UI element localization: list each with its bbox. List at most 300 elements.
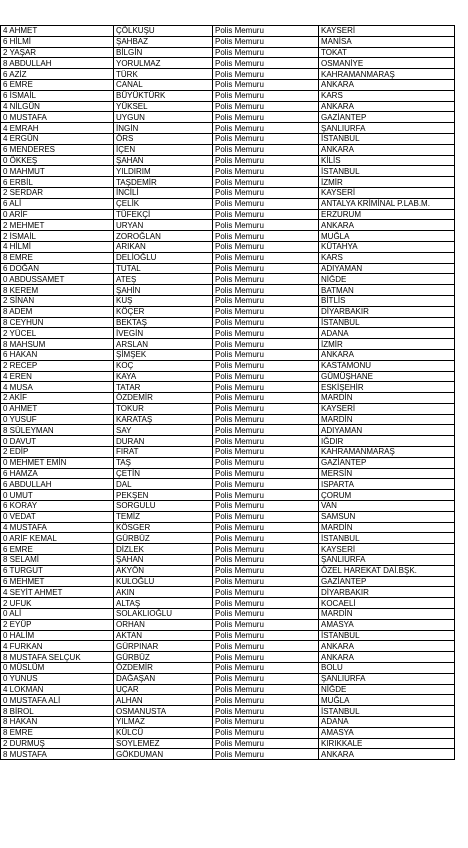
last-name-cell: KÜLCÜ xyxy=(114,727,213,738)
last-name-cell: BEKTAŞ xyxy=(114,317,213,328)
table-row xyxy=(1,220,455,231)
location-cell: İSTANBUL xyxy=(319,166,455,177)
title-cell: Polis Memuru xyxy=(213,26,319,37)
table-row xyxy=(1,306,455,317)
table-row xyxy=(1,706,455,717)
last-name-cell: KAYA xyxy=(114,371,213,382)
last-name-cell: SOLAKLIOĞLU xyxy=(114,609,213,620)
location-cell: KÜTAHYA xyxy=(319,241,455,252)
first-name-cell: 2 EYÜP xyxy=(1,619,114,630)
title-cell: Polis Memuru xyxy=(213,177,319,188)
location-cell: ANKARA xyxy=(319,641,455,652)
title-cell: Polis Memuru xyxy=(213,436,319,447)
table-row xyxy=(1,663,455,674)
last-name-cell: GÜRBÜZ xyxy=(114,533,213,544)
last-name-cell: BÜYÜKTÜRK xyxy=(114,90,213,101)
first-name-cell: 0 HALİM xyxy=(1,630,114,641)
last-name-cell: GÜRPINAR xyxy=(114,641,213,652)
last-name-cell: SORGULU xyxy=(114,501,213,512)
last-name-cell: BİLGİN xyxy=(114,47,213,58)
first-name-cell: 8 SÜLEYMAN xyxy=(1,425,114,436)
personnel-table-body xyxy=(1,26,455,760)
location-cell: ÇORUM xyxy=(319,490,455,501)
last-name-cell: ARSLAN xyxy=(114,339,213,350)
location-cell: MARDİN xyxy=(319,393,455,404)
table-row xyxy=(1,339,455,350)
first-name-cell: 8 MUSTAFA SELÇUK xyxy=(1,652,114,663)
first-name-cell: 6 ALİ xyxy=(1,198,114,209)
first-name-cell: 0 ARİF xyxy=(1,209,114,220)
first-name-cell: 2 YAŞAR xyxy=(1,47,114,58)
location-cell: İSTANBUL xyxy=(319,630,455,641)
table-row xyxy=(1,47,455,58)
first-name-cell: 4 EMRAH xyxy=(1,123,114,134)
table-row xyxy=(1,695,455,706)
last-name-cell: KOÇ xyxy=(114,360,213,371)
location-cell: İSTANBUL xyxy=(319,133,455,144)
first-name-cell: 0 MUSTAFA xyxy=(1,112,114,123)
title-cell: Polis Memuru xyxy=(213,263,319,274)
last-name-cell: TEMİZ xyxy=(114,511,213,522)
first-name-cell: 8 MUSTAFA xyxy=(1,749,114,760)
title-cell: Polis Memuru xyxy=(213,198,319,209)
table-row xyxy=(1,544,455,555)
title-cell: Polis Memuru xyxy=(213,295,319,306)
first-name-cell: 6 ABDULLAH xyxy=(1,479,114,490)
last-name-cell: İVEGİN xyxy=(114,328,213,339)
first-name-cell: 4 MUSTAFA xyxy=(1,522,114,533)
last-name-cell: DAĞAŞAN xyxy=(114,673,213,684)
last-name-cell: TUTAL xyxy=(114,263,213,274)
title-cell: Polis Memuru xyxy=(213,144,319,155)
title-cell: Polis Memuru xyxy=(213,112,319,123)
location-cell: ANKARA xyxy=(319,349,455,360)
last-name-cell: ÇÖLKUŞU xyxy=(114,26,213,37)
location-cell: ŞANLIURFA xyxy=(319,555,455,566)
location-cell: MUĞLA xyxy=(319,695,455,706)
title-cell: Polis Memuru xyxy=(213,522,319,533)
table-row xyxy=(1,166,455,177)
location-cell: TOKAT xyxy=(319,47,455,58)
last-name-cell: ARIKAN xyxy=(114,241,213,252)
last-name-cell: DELİOĞLU xyxy=(114,252,213,263)
last-name-cell: ŞAHİN xyxy=(114,285,213,296)
first-name-cell: 4 EREN xyxy=(1,371,114,382)
first-name-cell: 0 UMUT xyxy=(1,490,114,501)
location-cell: ANTALYA KRİMİNAL P.LAB.M. xyxy=(319,198,455,209)
location-cell: ADIYAMAN xyxy=(319,263,455,274)
table-row xyxy=(1,252,455,263)
first-name-cell: 2 EDİP xyxy=(1,447,114,458)
location-cell: MARDİN xyxy=(319,414,455,425)
location-cell: ANKARA xyxy=(319,101,455,112)
first-name-cell: 4 HİLMİ xyxy=(1,241,114,252)
location-cell: ADANA xyxy=(319,717,455,728)
location-cell: ANKARA xyxy=(319,652,455,663)
table-row xyxy=(1,393,455,404)
title-cell: Polis Memuru xyxy=(213,101,319,112)
title-cell: Polis Memuru xyxy=(213,58,319,69)
location-cell: ISPARTA xyxy=(319,479,455,490)
last-name-cell: DURAN xyxy=(114,436,213,447)
last-name-cell: SAY xyxy=(114,425,213,436)
title-cell: Polis Memuru xyxy=(213,695,319,706)
table-row xyxy=(1,490,455,501)
first-name-cell: 0 ABDUSSAMET xyxy=(1,274,114,285)
last-name-cell: TÜRK xyxy=(114,69,213,80)
title-cell: Polis Memuru xyxy=(213,360,319,371)
first-name-cell: 6 İSMAİL xyxy=(1,90,114,101)
last-name-cell: UYGUN xyxy=(114,112,213,123)
first-name-cell: 4 MUSA xyxy=(1,382,114,393)
title-cell: Polis Memuru xyxy=(213,630,319,641)
location-cell: AMASYA xyxy=(319,727,455,738)
title-cell: Polis Memuru xyxy=(213,166,319,177)
last-name-cell: TATAR xyxy=(114,382,213,393)
last-name-cell: GÜRBÜZ xyxy=(114,652,213,663)
table-row xyxy=(1,425,455,436)
last-name-cell: TAŞ xyxy=(114,457,213,468)
first-name-cell: 2 MEHMET xyxy=(1,220,114,231)
first-name-cell: 2 RECEP xyxy=(1,360,114,371)
first-name-cell: 0 ÖKKEŞ xyxy=(1,155,114,166)
title-cell: Polis Memuru xyxy=(213,403,319,414)
table-row xyxy=(1,447,455,458)
last-name-cell: DAL xyxy=(114,479,213,490)
first-name-cell: 0 ARİF KEMAL xyxy=(1,533,114,544)
last-name-cell: KULOĞLU xyxy=(114,576,213,587)
table-row xyxy=(1,403,455,414)
table-row xyxy=(1,328,455,339)
last-name-cell: YÜKSEL xyxy=(114,101,213,112)
title-cell: Polis Memuru xyxy=(213,555,319,566)
first-name-cell: 6 EMRE xyxy=(1,79,114,90)
first-name-cell: 0 ALİ xyxy=(1,609,114,620)
first-name-cell: 2 AKİF xyxy=(1,393,114,404)
first-name-cell: 2 DURMUŞ xyxy=(1,738,114,749)
first-name-cell: 4 NİLGÜN xyxy=(1,101,114,112)
title-cell: Polis Memuru xyxy=(213,317,319,328)
table-row xyxy=(1,684,455,695)
location-cell: GAZİANTEP xyxy=(319,457,455,468)
first-name-cell: 0 VEDAT xyxy=(1,511,114,522)
first-name-cell: 4 ERGÜN xyxy=(1,133,114,144)
location-cell: ŞANLIURFA xyxy=(319,123,455,134)
title-cell: Polis Memuru xyxy=(213,565,319,576)
first-name-cell: 8 CEYHUN xyxy=(1,317,114,328)
last-name-cell: İÇEN xyxy=(114,144,213,155)
first-name-cell: 8 KEREM xyxy=(1,285,114,296)
location-cell: KOCAELİ xyxy=(319,598,455,609)
last-name-cell: ZOROĞLAN xyxy=(114,231,213,242)
location-cell: KAYSERİ xyxy=(319,544,455,555)
table-row xyxy=(1,58,455,69)
first-name-cell: 2 YÜCEL xyxy=(1,328,114,339)
first-name-cell: 6 KORAY xyxy=(1,501,114,512)
title-cell: Polis Memuru xyxy=(213,393,319,404)
title-cell: Polis Memuru xyxy=(213,187,319,198)
last-name-cell: TAŞDEMİR xyxy=(114,177,213,188)
table-row xyxy=(1,187,455,198)
title-cell: Polis Memuru xyxy=(213,673,319,684)
table-row xyxy=(1,468,455,479)
title-cell: Polis Memuru xyxy=(213,544,319,555)
last-name-cell: İNCİLİ xyxy=(114,187,213,198)
title-cell: Polis Memuru xyxy=(213,457,319,468)
location-cell: KARS xyxy=(319,252,455,263)
location-cell: MERSİN xyxy=(319,468,455,479)
title-cell: Polis Memuru xyxy=(213,252,319,263)
location-cell: MARDİN xyxy=(319,522,455,533)
first-name-cell: 0 MAHMUT xyxy=(1,166,114,177)
last-name-cell: OSMANUSTA xyxy=(114,706,213,717)
title-cell: Polis Memuru xyxy=(213,349,319,360)
title-cell: Polis Memuru xyxy=(213,209,319,220)
first-name-cell: 0 DAVUT xyxy=(1,436,114,447)
last-name-cell: ÖZDEMİR xyxy=(114,663,213,674)
location-cell: NİĞDE xyxy=(319,274,455,285)
title-cell: Polis Memuru xyxy=(213,490,319,501)
last-name-cell: KARATAŞ xyxy=(114,414,213,425)
last-name-cell: AKTAN xyxy=(114,630,213,641)
title-cell: Polis Memuru xyxy=(213,641,319,652)
first-name-cell: 8 ABDULLAH xyxy=(1,58,114,69)
first-name-cell: 6 HAKAN xyxy=(1,349,114,360)
last-name-cell: İNGİN xyxy=(114,123,213,134)
last-name-cell: PEKŞEN xyxy=(114,490,213,501)
location-cell: ESKİŞEHİR xyxy=(319,382,455,393)
first-name-cell: 8 BİROL xyxy=(1,706,114,717)
table-row xyxy=(1,565,455,576)
location-cell: KARS xyxy=(319,90,455,101)
table-row xyxy=(1,717,455,728)
last-name-cell: UÇAR xyxy=(114,684,213,695)
title-cell: Polis Memuru xyxy=(213,328,319,339)
table-row xyxy=(1,738,455,749)
table-row xyxy=(1,198,455,209)
table-row xyxy=(1,295,455,306)
last-name-cell: SOYLEMEZ xyxy=(114,738,213,749)
location-cell: ERZURUM xyxy=(319,209,455,220)
table-row xyxy=(1,749,455,760)
first-name-cell: 8 HAKAN xyxy=(1,717,114,728)
title-cell: Polis Memuru xyxy=(213,501,319,512)
first-name-cell: 6 HİLMİ xyxy=(1,36,114,47)
table-row xyxy=(1,641,455,652)
first-name-cell: 0 YUSUF xyxy=(1,414,114,425)
table-row xyxy=(1,133,455,144)
title-cell: Polis Memuru xyxy=(213,382,319,393)
table-row xyxy=(1,285,455,296)
table-row xyxy=(1,652,455,663)
title-cell: Polis Memuru xyxy=(213,576,319,587)
last-name-cell: KÖÇER xyxy=(114,306,213,317)
personnel-table xyxy=(0,25,455,760)
location-cell: IĞDIR xyxy=(319,436,455,447)
first-name-cell: 4 LOKMAN xyxy=(1,684,114,695)
table-row xyxy=(1,533,455,544)
location-cell: VAN xyxy=(319,501,455,512)
table-row xyxy=(1,349,455,360)
table-row xyxy=(1,673,455,684)
location-cell: ŞANLIURFA xyxy=(319,673,455,684)
title-cell: Polis Memuru xyxy=(213,706,319,717)
location-cell: ANKARA xyxy=(319,749,455,760)
last-name-cell: ÇELİK xyxy=(114,198,213,209)
first-name-cell: 6 ERBİL xyxy=(1,177,114,188)
location-cell: BİTLİS xyxy=(319,295,455,306)
last-name-cell: FIRAT xyxy=(114,447,213,458)
first-name-cell: 8 EMRE xyxy=(1,252,114,263)
title-cell: Polis Memuru xyxy=(213,652,319,663)
title-cell: Polis Memuru xyxy=(213,123,319,134)
table-row xyxy=(1,436,455,447)
location-cell: MANİSA xyxy=(319,36,455,47)
table-row xyxy=(1,274,455,285)
title-cell: Polis Memuru xyxy=(213,241,319,252)
table-row xyxy=(1,598,455,609)
last-name-cell: TOKUR xyxy=(114,403,213,414)
title-cell: Polis Memuru xyxy=(213,738,319,749)
title-cell: Polis Memuru xyxy=(213,598,319,609)
table-row xyxy=(1,317,455,328)
last-name-cell: KÖSGER xyxy=(114,522,213,533)
first-name-cell: 6 AZİZ xyxy=(1,69,114,80)
location-cell: ADANA xyxy=(319,328,455,339)
first-name-cell: 2 İSMAİL xyxy=(1,231,114,242)
last-name-cell: YORULMAZ xyxy=(114,58,213,69)
location-cell: ANKARA xyxy=(319,144,455,155)
location-cell: ADIYAMAN xyxy=(319,425,455,436)
location-cell: SAMSUN xyxy=(319,511,455,522)
table-row xyxy=(1,727,455,738)
location-cell: GÜMÜŞHANE xyxy=(319,371,455,382)
location-cell: ANKARA xyxy=(319,220,455,231)
last-name-cell: GÖKDUMAN xyxy=(114,749,213,760)
title-cell: Polis Memuru xyxy=(213,274,319,285)
table-row xyxy=(1,231,455,242)
title-cell: Polis Memuru xyxy=(213,511,319,522)
table-row xyxy=(1,619,455,630)
location-cell: ANKARA xyxy=(319,79,455,90)
first-name-cell: 2 SİNAN xyxy=(1,295,114,306)
location-cell: KAYSERİ xyxy=(319,26,455,37)
location-cell: KAYSERİ xyxy=(319,403,455,414)
last-name-cell: ŞİMŞEK xyxy=(114,349,213,360)
table-row xyxy=(1,576,455,587)
last-name-cell: YILMAZ xyxy=(114,717,213,728)
table-row xyxy=(1,414,455,425)
table-row xyxy=(1,36,455,47)
table-row xyxy=(1,69,455,80)
title-cell: Polis Memuru xyxy=(213,133,319,144)
location-cell: DİYARBAKIR xyxy=(319,587,455,598)
table-row xyxy=(1,609,455,620)
last-name-cell: AKIN xyxy=(114,587,213,598)
location-cell: İZMİR xyxy=(319,177,455,188)
table-row xyxy=(1,587,455,598)
title-cell: Polis Memuru xyxy=(213,533,319,544)
title-cell: Polis Memuru xyxy=(213,36,319,47)
table-row xyxy=(1,26,455,37)
location-cell: İSTANBUL xyxy=(319,317,455,328)
location-cell: OSMANİYE xyxy=(319,58,455,69)
title-cell: Polis Memuru xyxy=(213,47,319,58)
first-name-cell: 6 MEHMET xyxy=(1,576,114,587)
title-cell: Polis Memuru xyxy=(213,339,319,350)
last-name-cell: KUŞ xyxy=(114,295,213,306)
first-name-cell: 0 MÜSLÜM xyxy=(1,663,114,674)
location-cell: DİYARBAKIR xyxy=(319,306,455,317)
last-name-cell: ALTAŞ xyxy=(114,598,213,609)
last-name-cell: ORHAN xyxy=(114,619,213,630)
table-row xyxy=(1,382,455,393)
first-name-cell: 0 MUSTAFA ALİ xyxy=(1,695,114,706)
table-row xyxy=(1,263,455,274)
last-name-cell: CANAL xyxy=(114,79,213,90)
title-cell: Polis Memuru xyxy=(213,285,319,296)
location-cell: NİĞDE xyxy=(319,684,455,695)
table-row xyxy=(1,511,455,522)
location-cell: KIRIKKALE xyxy=(319,738,455,749)
first-name-cell: 2 SERDAR xyxy=(1,187,114,198)
title-cell: Polis Memuru xyxy=(213,447,319,458)
title-cell: Polis Memuru xyxy=(213,220,319,231)
location-cell: İSTANBUL xyxy=(319,533,455,544)
last-name-cell: ATEŞ xyxy=(114,274,213,285)
table-row xyxy=(1,177,455,188)
first-name-cell: 4 AHMET xyxy=(1,26,114,37)
first-name-cell: 0 YUNUS xyxy=(1,673,114,684)
title-cell: Polis Memuru xyxy=(213,79,319,90)
last-name-cell: URYAN xyxy=(114,220,213,231)
table-row xyxy=(1,555,455,566)
first-name-cell: 6 EMRE xyxy=(1,544,114,555)
title-cell: Polis Memuru xyxy=(213,749,319,760)
location-cell: İZMİR xyxy=(319,339,455,350)
first-name-cell: 6 HAMZA xyxy=(1,468,114,479)
title-cell: Polis Memuru xyxy=(213,306,319,317)
table-row xyxy=(1,479,455,490)
location-cell: KAHRAMANMARAŞ xyxy=(319,447,455,458)
title-cell: Polis Memuru xyxy=(213,90,319,101)
location-cell: ÖZEL HAREKAT DAİ.BŞK. xyxy=(319,565,455,576)
location-cell: BOLU xyxy=(319,663,455,674)
table-row xyxy=(1,101,455,112)
table-row xyxy=(1,112,455,123)
location-cell: GAZİANTEP xyxy=(319,112,455,123)
title-cell: Polis Memuru xyxy=(213,619,319,630)
table-row xyxy=(1,123,455,134)
table-row xyxy=(1,209,455,220)
location-cell: KASTAMONU xyxy=(319,360,455,371)
location-cell: KİLİS xyxy=(319,155,455,166)
first-name-cell: 6 DOĞAN xyxy=(1,263,114,274)
last-name-cell: TÜFEKÇİ xyxy=(114,209,213,220)
location-cell: İSTANBUL xyxy=(319,706,455,717)
table-row xyxy=(1,241,455,252)
table-row xyxy=(1,144,455,155)
title-cell: Polis Memuru xyxy=(213,479,319,490)
title-cell: Polis Memuru xyxy=(213,69,319,80)
title-cell: Polis Memuru xyxy=(213,717,319,728)
first-name-cell: 4 SEYİT AHMET xyxy=(1,587,114,598)
table-row xyxy=(1,522,455,533)
first-name-cell: 0 MEHMET EMİN xyxy=(1,457,114,468)
last-name-cell: ÖZDEMİR xyxy=(114,393,213,404)
table-row xyxy=(1,371,455,382)
first-name-cell: 8 EMRE xyxy=(1,727,114,738)
